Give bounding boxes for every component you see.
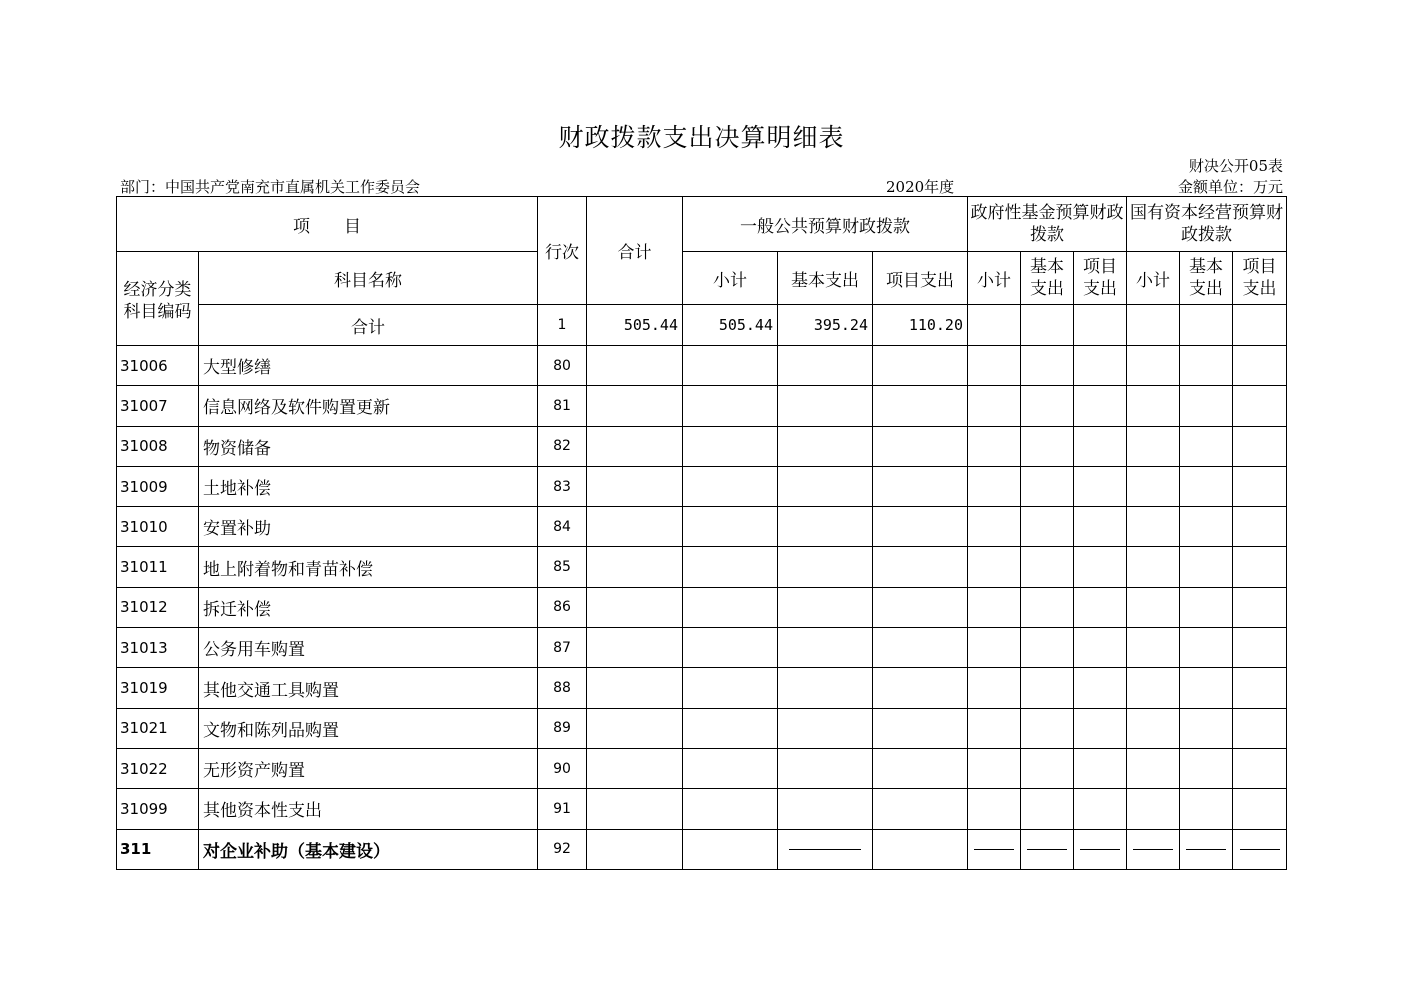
- table-row: [117, 628, 1287, 668]
- table-row: [117, 386, 1287, 426]
- col-header-project: 项 目: [117, 197, 538, 252]
- gb-project-cell: [873, 628, 968, 668]
- total-cell: [587, 829, 683, 869]
- table-row: [117, 507, 1287, 547]
- not-applicable-dash: [1027, 849, 1067, 850]
- gb-project-cell: [873, 668, 968, 708]
- gf-project-cell: [1074, 547, 1127, 587]
- gf-basic-cell: [1021, 426, 1074, 466]
- col-header-row-no: 行次: [538, 197, 587, 305]
- sc-project-cell: [1233, 587, 1287, 627]
- gf-subtotal-cell: [968, 547, 1021, 587]
- total-sc-subtotal: [1127, 305, 1180, 346]
- gf-basic-cell: [1021, 789, 1074, 829]
- gb-subtotal-cell: [683, 668, 778, 708]
- gb-subtotal-cell: [683, 789, 778, 829]
- gf-project-cell: [1074, 748, 1127, 788]
- sc-subtotal-cell: [1127, 426, 1180, 466]
- sc-basic-cell: [1180, 507, 1233, 547]
- gb-subtotal-cell: [683, 466, 778, 506]
- sc-basic-cell: [1180, 628, 1233, 668]
- row-no-cell: 90: [538, 748, 587, 788]
- total-sc-project: [1233, 305, 1287, 346]
- sc-project-cell: [1233, 748, 1287, 788]
- sc-basic-cell: [1180, 748, 1233, 788]
- row-no-cell: 83: [538, 466, 587, 506]
- gb-subtotal-cell: [683, 426, 778, 466]
- total-cell: [587, 507, 683, 547]
- sc-subtotal-cell: [1127, 547, 1180, 587]
- col-header-subject-name: 科目名称: [199, 252, 538, 305]
- sc-subtotal-cell: [1127, 708, 1180, 748]
- not-applicable-dash: [789, 849, 861, 850]
- gf-subtotal-cell: [968, 708, 1021, 748]
- econ-code-cell: 31009: [117, 466, 199, 506]
- row-no-cell: 82: [538, 426, 587, 466]
- sc-project-cell: [1233, 628, 1287, 668]
- subject-name-cell: 地上附着物和青苗补偿: [199, 547, 538, 587]
- total-gf-subtotal: [968, 305, 1021, 346]
- gb-project-cell: [873, 466, 968, 506]
- gf-project-cell: [1074, 507, 1127, 547]
- econ-code-cell: 31011: [117, 547, 199, 587]
- sc-subtotal-cell: [1127, 466, 1180, 506]
- econ-code-cell: 31007: [117, 386, 199, 426]
- gf-project-cell: [1074, 789, 1127, 829]
- econ-code-cell: 31013: [117, 628, 199, 668]
- col-header-state-capital: 国有资本经营预算财政拨款: [1127, 197, 1287, 252]
- econ-code-cell: 31010: [117, 507, 199, 547]
- gb-basic-cell: [778, 668, 873, 708]
- row-no-cell: 87: [538, 628, 587, 668]
- gf-subtotal-cell: [968, 829, 1021, 869]
- col-header-gb-basic: 基本支出: [778, 252, 873, 305]
- sc-subtotal-cell: [1127, 668, 1180, 708]
- col-header-sc-basic: 基本支出: [1180, 252, 1233, 305]
- sc-subtotal-cell: [1127, 829, 1180, 869]
- econ-code-cell: 31008: [117, 426, 199, 466]
- col-header-gb-project: 项目支出: [873, 252, 968, 305]
- sc-basic-cell: [1180, 708, 1233, 748]
- row-no-cell: 86: [538, 587, 587, 627]
- row-no-cell: 91: [538, 789, 587, 829]
- subject-name-cell: 安置补助: [199, 507, 538, 547]
- sc-subtotal-cell: [1127, 628, 1180, 668]
- total-row: [117, 305, 1287, 346]
- gf-basic-cell: [1021, 346, 1074, 386]
- table-row: [117, 547, 1287, 587]
- total-cell: [587, 628, 683, 668]
- gf-basic-cell: [1021, 507, 1074, 547]
- gb-subtotal-cell: [683, 708, 778, 748]
- gb-project-cell: [873, 748, 968, 788]
- sc-project-cell: [1233, 466, 1287, 506]
- page-title: 财政拨款支出决算明细表: [558, 123, 845, 152]
- gf-basic-cell: [1021, 748, 1074, 788]
- total-cell: [587, 587, 683, 627]
- gb-subtotal-cell: [683, 628, 778, 668]
- table-row: [117, 668, 1287, 708]
- not-applicable-dash: [1240, 849, 1280, 850]
- econ-code-cell: 311: [117, 829, 199, 869]
- table-row: [117, 466, 1287, 506]
- sc-project-cell: [1233, 668, 1287, 708]
- header-row-2: [117, 252, 1287, 305]
- econ-code-cell: 31019: [117, 668, 199, 708]
- subject-name-cell: 无形资产购置: [199, 748, 538, 788]
- gb-project-cell: [873, 708, 968, 748]
- gb-subtotal-cell: [683, 346, 778, 386]
- col-header-gov-fund: 政府性基金预算财政拨款: [968, 197, 1127, 252]
- econ-code-cell: 31099: [117, 789, 199, 829]
- gf-project-cell: [1074, 346, 1127, 386]
- col-header-sc-project: 项目支出: [1233, 252, 1287, 305]
- table-row: [117, 748, 1287, 788]
- col-header-gb-subtotal: 小计: [683, 252, 778, 305]
- sc-subtotal-cell: [1127, 346, 1180, 386]
- sc-basic-cell: [1180, 386, 1233, 426]
- gf-subtotal-cell: [968, 668, 1021, 708]
- table-row: [117, 426, 1287, 466]
- row-no-cell: 88: [538, 668, 587, 708]
- gf-subtotal-cell: [968, 587, 1021, 627]
- gf-subtotal-cell: [968, 748, 1021, 788]
- gf-project-cell: [1074, 587, 1127, 627]
- subject-name-cell: 其他交通工具购置: [199, 668, 538, 708]
- sc-basic-cell: [1180, 426, 1233, 466]
- gb-subtotal-cell: [683, 386, 778, 426]
- sc-basic-cell: [1180, 547, 1233, 587]
- subject-name-cell: 大型修缮: [199, 346, 538, 386]
- sc-basic-cell: [1180, 587, 1233, 627]
- table-row: [117, 829, 1287, 869]
- sc-basic-cell: [1180, 789, 1233, 829]
- not-applicable-dash: [974, 849, 1014, 850]
- gb-project-cell: [873, 547, 968, 587]
- gb-basic-cell: [778, 748, 873, 788]
- subject-name-cell: 公务用车购置: [199, 628, 538, 668]
- gf-basic-cell: [1021, 466, 1074, 506]
- meta-row: [120, 176, 1283, 196]
- col-header-general-budget: 一般公共预算财政拨款: [683, 197, 968, 252]
- form-code: 财决公开05表: [1188, 157, 1283, 175]
- gf-project-cell: [1074, 628, 1127, 668]
- col-header-econ-code: 经济分类科目编码: [117, 252, 199, 346]
- header-row-1: [117, 197, 1287, 252]
- sc-project-cell: [1233, 829, 1287, 869]
- gb-basic-cell: [778, 789, 873, 829]
- gf-project-cell: [1074, 426, 1127, 466]
- gb-project-cell: [873, 386, 968, 426]
- gf-subtotal-cell: [968, 426, 1021, 466]
- gb-project-cell: [873, 507, 968, 547]
- department-label: 部门：中国共产党南充市直属机关工作委员会: [120, 178, 421, 196]
- gb-basic-cell: [778, 426, 873, 466]
- gb-basic-cell: [778, 708, 873, 748]
- data-rows: [117, 346, 1287, 870]
- gf-basic-cell: [1021, 587, 1074, 627]
- sc-basic-cell: [1180, 668, 1233, 708]
- gb-subtotal-cell: [683, 748, 778, 788]
- row-no-cell: 89: [538, 708, 587, 748]
- gb-project-cell: [873, 829, 968, 869]
- sc-basic-cell: [1180, 466, 1233, 506]
- row-no-cell: 84: [538, 507, 587, 547]
- sc-project-cell: [1233, 708, 1287, 748]
- row-no-cell: 92: [538, 829, 587, 869]
- gb-basic-cell: [778, 466, 873, 506]
- gf-subtotal-cell: [968, 386, 1021, 426]
- col-header-gf-subtotal: 小计: [968, 252, 1021, 305]
- total-gb-basic: 395.24: [778, 305, 873, 346]
- subject-name-cell: 对企业补助（基本建设）: [199, 829, 538, 869]
- gf-project-cell: [1074, 386, 1127, 426]
- sc-project-cell: [1233, 789, 1287, 829]
- gb-basic-cell: [778, 386, 873, 426]
- gb-subtotal-cell: [683, 829, 778, 869]
- sc-basic-cell: [1180, 829, 1233, 869]
- gf-subtotal-cell: [968, 466, 1021, 506]
- total-cell: [587, 748, 683, 788]
- gf-subtotal-cell: [968, 628, 1021, 668]
- table-row: [117, 789, 1287, 829]
- total-cell: [587, 668, 683, 708]
- unit-label: 金额单位：万元: [1177, 178, 1283, 196]
- gf-project-cell: [1074, 466, 1127, 506]
- not-applicable-dash: [1133, 849, 1173, 850]
- row-no-cell: 85: [538, 547, 587, 587]
- total-cell: [587, 466, 683, 506]
- gb-basic-cell: [778, 507, 873, 547]
- subject-name-cell: 土地补偿: [199, 466, 538, 506]
- total-cell: [587, 426, 683, 466]
- total-amount: 505.44: [587, 305, 683, 346]
- subject-name-cell: 拆迁补偿: [199, 587, 538, 627]
- sc-subtotal-cell: [1127, 789, 1180, 829]
- sc-project-cell: [1233, 507, 1287, 547]
- sc-subtotal-cell: [1127, 507, 1180, 547]
- gb-basic-cell: [778, 587, 873, 627]
- sc-project-cell: [1233, 346, 1287, 386]
- gb-subtotal-cell: [683, 547, 778, 587]
- col-header-gf-basic: 基本支出: [1021, 252, 1074, 305]
- total-gf-basic: [1021, 305, 1074, 346]
- row-no-cell: 80: [538, 346, 587, 386]
- total-cell: [587, 547, 683, 587]
- gb-project-cell: [873, 346, 968, 386]
- table-row: [117, 708, 1287, 748]
- gf-project-cell: [1074, 708, 1127, 748]
- sc-subtotal-cell: [1127, 386, 1180, 426]
- gb-project-cell: [873, 587, 968, 627]
- gb-project-cell: [873, 789, 968, 829]
- gb-basic-cell: [778, 547, 873, 587]
- gf-subtotal-cell: [968, 346, 1021, 386]
- total-row-no: 1: [538, 305, 587, 346]
- year-label: 2020年度: [886, 178, 955, 196]
- subject-name-cell: 文物和陈列品购置: [199, 708, 538, 748]
- total-gb-project: 110.20: [873, 305, 968, 346]
- gf-basic-cell: [1021, 829, 1074, 869]
- total-cell: [587, 708, 683, 748]
- col-header-gf-project: 项目支出: [1074, 252, 1127, 305]
- total-gf-project: [1074, 305, 1127, 346]
- gf-basic-cell: [1021, 386, 1074, 426]
- econ-code-cell: 31021: [117, 708, 199, 748]
- econ-code-cell: 31012: [117, 587, 199, 627]
- sc-subtotal-cell: [1127, 587, 1180, 627]
- total-cell: [587, 346, 683, 386]
- sc-project-cell: [1233, 426, 1287, 466]
- sc-basic-cell: [1180, 346, 1233, 386]
- table-row: [117, 346, 1287, 386]
- total-cell: [587, 386, 683, 426]
- not-applicable-dash: [1080, 849, 1120, 850]
- gf-subtotal-cell: [968, 789, 1021, 829]
- table-row: [117, 587, 1287, 627]
- sc-project-cell: [1233, 547, 1287, 587]
- gf-basic-cell: [1021, 628, 1074, 668]
- subject-name-cell: 信息网络及软件购置更新: [199, 386, 538, 426]
- expenditure-table: [116, 196, 1287, 870]
- gb-subtotal-cell: [683, 587, 778, 627]
- row-no-cell: 81: [538, 386, 587, 426]
- total-gb-subtotal: 505.44: [683, 305, 778, 346]
- gf-project-cell: [1074, 829, 1127, 869]
- subject-name-cell: 其他资本性支出: [199, 789, 538, 829]
- gf-subtotal-cell: [968, 507, 1021, 547]
- sc-project-cell: [1233, 386, 1287, 426]
- gf-project-cell: [1074, 668, 1127, 708]
- subject-name-cell: 物资储备: [199, 426, 538, 466]
- gb-basic-cell: [778, 346, 873, 386]
- total-label: 合计: [199, 305, 538, 346]
- sc-subtotal-cell: [1127, 748, 1180, 788]
- gb-project-cell: [873, 426, 968, 466]
- gf-basic-cell: [1021, 668, 1074, 708]
- total-sc-basic: [1180, 305, 1233, 346]
- col-header-sc-subtotal: 小计: [1127, 252, 1180, 305]
- gf-basic-cell: [1021, 708, 1074, 748]
- gb-basic-cell: [778, 628, 873, 668]
- not-applicable-dash: [1186, 849, 1226, 850]
- econ-code-cell: 31022: [117, 748, 199, 788]
- gf-basic-cell: [1021, 547, 1074, 587]
- gb-basic-cell: [778, 829, 873, 869]
- econ-code-cell: 31006: [117, 346, 199, 386]
- total-cell: [587, 789, 683, 829]
- gb-subtotal-cell: [683, 507, 778, 547]
- col-header-total: 合计: [587, 197, 683, 305]
